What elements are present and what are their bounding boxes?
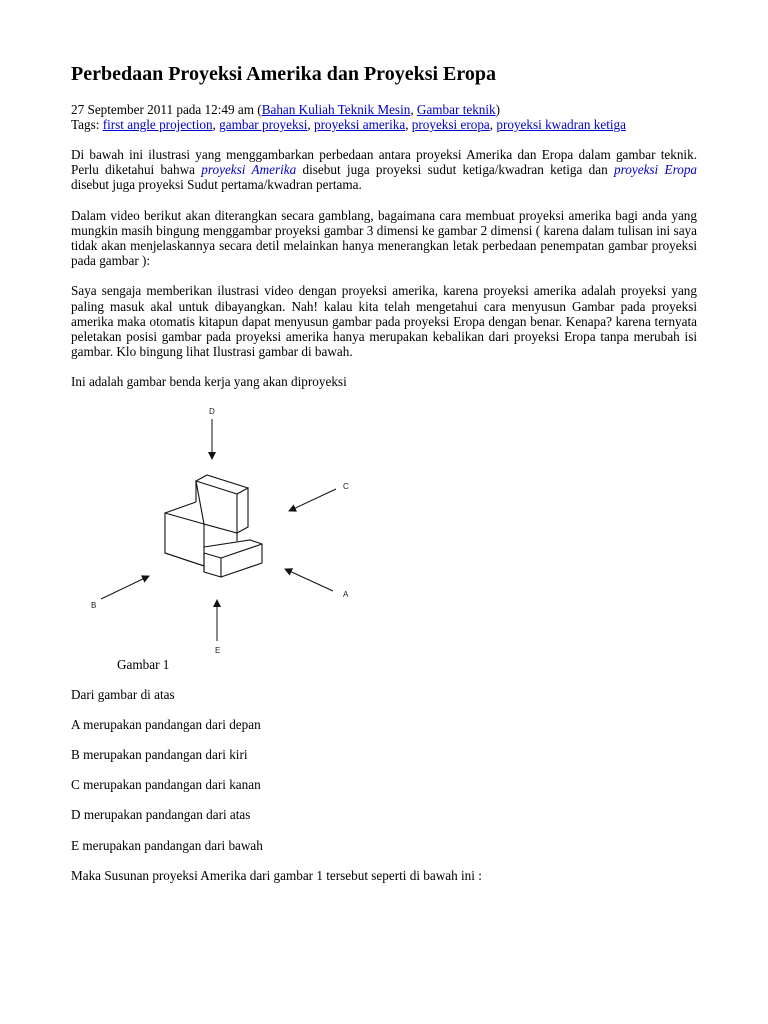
tag-link[interactable]: proyeksi kwadran ketiga (496, 117, 627, 132)
paragraph-video: Dalam video berikut akan diterangkan secara gamblang, bagaimana cara membuat proyeksi amerika bagi anda yang mungkin masih bingung menggambar proyeksi gambar 3 dimensi ke gambar 2 dimensi ( karena dalam tulisan ini saya tidak akan menjelaskannya secara detil melainkan hanya menerangkan letak perbedaan penempatan gambar proyeksi pada gambar ): (71, 207, 697, 269)
workpiece-figure (71, 405, 371, 657)
term-proyeksi-eropa: proyeksi Eropa (614, 162, 698, 178)
tags-label: Tags: (71, 117, 103, 132)
arrow-b-icon (101, 576, 149, 599)
view-description: D merupakan pandangan dari atas (71, 807, 251, 823)
closing-sentence: Maka Susunan proyeksi Amerika dari gambar 1 tersebut seperti di bawah ini : (71, 867, 482, 883)
post-date: 27 September 2011 pada 12:49 am ( (71, 102, 262, 117)
category-link-bahan-kuliah[interactable]: Bahan Kuliah Teknik Mesin (261, 102, 411, 117)
view-description: E merupakan pandangan dari bawah (71, 837, 263, 853)
arrow-c-icon (289, 489, 336, 511)
page-title: Perbedaan Proyeksi Amerika dan Proyeksi Eropa (71, 63, 497, 85)
view-label-d: D (209, 406, 215, 416)
view-label-b: B (91, 600, 97, 610)
view-description: A merupakan pandangan dari depan (71, 716, 261, 732)
workpiece-outline (165, 475, 262, 577)
view-description: C merupakan pandangan dari kanan (71, 777, 261, 793)
tag-link[interactable]: gambar proyeksi (219, 117, 308, 132)
view-label-c: C (343, 481, 349, 491)
view-description: B merupakan pandangan dari kiri (71, 747, 248, 763)
list-intro: Dari gambar di atas (71, 686, 175, 702)
paragraph-explanation: Saya sengaja memberikan ilustrasi video dengan proyeksi amerika, karena proyeksi amerika adalah proyeksi yang paling masuk akal untuk dibayangkan. Nah! kalau kita telah mengetahui cara menyusun Gambar pada proyeksi amerika maka otomatis kitapun dapat menyusun gambar pada proyeksi Eropa dengan benar. Kenapa? karena ternyata peletakan posisi gambar pada proyeksi amerika hanya merupakan kebalikan dari proyeksi Eropa tanpa merubah isi gambar. Klo bingung lihat Ilustrasi gambar di bawah. (71, 283, 697, 360)
view-label-e: E (215, 645, 221, 655)
arrow-a-icon (285, 569, 333, 591)
category-link-gambar-teknik[interactable]: Gambar teknik (416, 102, 496, 117)
isometric-drawing (71, 405, 371, 657)
paragraph-workpiece: Ini adalah gambar benda kerja yang akan diproyeksi (71, 374, 347, 390)
tag-link[interactable]: proyeksi amerika (314, 117, 406, 132)
view-arrows (101, 419, 336, 641)
tag-link[interactable]: first angle projection (102, 117, 213, 132)
view-label-a: A (343, 589, 349, 599)
post-meta: 27 September 2011 pada 12:49 am (Bahan Kuliah Teknik Mesin, Gambar teknik) Tags: first angle projection, gambar proyeksi, proyeksi amerika, proyeksi eropa, proyeksi kwadran ketiga (71, 102, 627, 132)
term-proyeksi-amerika: proyeksi Amerika (201, 162, 297, 178)
figure-caption: Gambar 1 (117, 656, 170, 672)
paragraph-intro: Di bawah ini ilustrasi yang menggambarkan perbedaan antara proyeksi Amerika dan Eropa dalam gambar teknik. Perlu diketahui bahwa proyeksi Amerika disebut juga proyeksi sudut ketiga/kwadran ketiga dan proyeksi Eropa disebut juga proyeksi Sudut pertama/kwadran pertama. (71, 147, 698, 193)
article-body (71, 62, 697, 898)
tag-link[interactable]: proyeksi eropa (411, 117, 490, 132)
